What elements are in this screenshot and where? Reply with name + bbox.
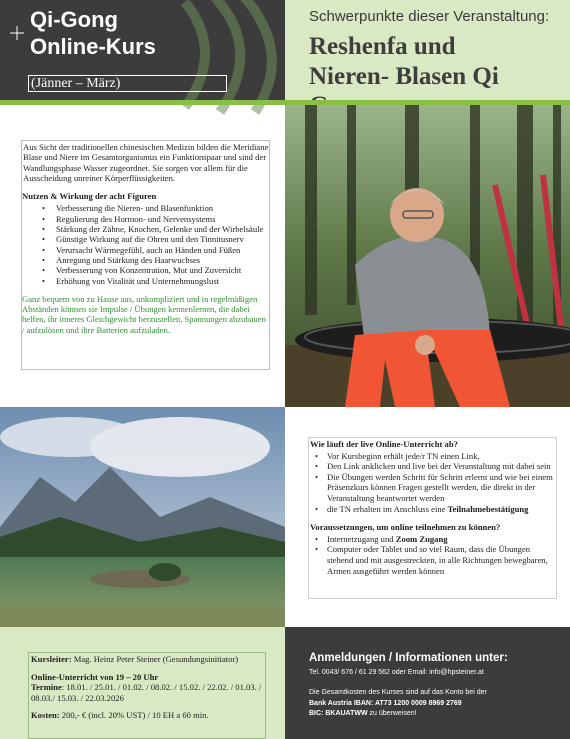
list-item: • Den Link anklicken und live bei der Veranstaltung mit dabei sein [313,461,556,472]
leader-line [31,654,265,665]
online-course-info-box [308,437,557,599]
payment-text: Die Gesamtkosten des Kurses sind auf das Konto bei der [309,689,487,696]
intro-paragraph: Aus Sicht der traditionellen chinesischen Medizin bilden die Meridiane Blase und Niere im Gesamtorganismus ein Funktionspaar und sind der Wandlungsphase Wasser zugeordnet. Sie sorgen vor allem für die Ausscheidung unreiner Körperflüssigkeiten. [23,142,269,183]
bic-line [309,709,564,720]
requirements-heading: Voraussetzungen, um online teilnehmen zu können? [310,522,501,533]
instructor-photo [285,105,570,407]
list-item-text: die TN erhalten im Anschluss eine [327,503,448,514]
closing-paragraph: Ganz bequem von zu Hause aus, unkompliziert und in regelmäßigen Abständen können sie Impulse / Übungen kennenlernen, die dabei helfen, ihr inneres Gleichgewicht herzustellen, Spannungen abzubauen / aufzulösen und ihre Batterien aufzuladen. [22,293,266,335]
course-title-line1: Qi-Gong [30,7,118,32]
list-item: • Verursacht Wärmegefühl, auch an Händen und Füßen [42,245,269,255]
course-period: (Jänner – März) [28,75,227,92]
zoom-label: Zoom Zugang [395,533,448,544]
how-heading: Wie läuft der live Online-Unterricht ab? [310,439,458,449]
cost-label: Kosten: [31,710,60,721]
benefits-list [42,203,269,285]
info-text-box [21,140,270,370]
cost-value: 200,- € (incl. 20% UST) / 10 EH a 60 min. [59,710,209,721]
lotus-leaf-decoration [165,0,295,112]
header-right-panel [285,0,570,103]
iban-text: Bank Austria IBAN: AT73 1200 0009 8969 2769 [309,699,462,707]
list-item: • Vor Kursbeginn erhält jede/r TN einen Link, [313,451,556,462]
dates-label: Termine [31,682,62,693]
focus-title-line2: Nieren- Blasen Qi [309,63,499,90]
crosshair-icon [10,26,24,40]
cost-line [31,710,265,721]
course-time [31,672,265,683]
list-item: • Verbesserung von Konzentration, Mut und Zuversicht [42,265,269,275]
dates-line [31,682,265,703]
list-item-text: Internetzugang und [327,533,396,544]
contact-line[interactable]: Tel. 0043/ 676 / 61 29 562 oder Email: info@hpsteiner.at [309,669,484,676]
focus-subtitle: Schwerpunkte dieser Veranstaltung: [309,8,550,25]
registration-panel [285,627,570,739]
course-title [30,6,156,60]
list-item: • Regulierung des Hormon- und Nervensystems [42,214,269,224]
course-title-line2: Online-Kurs [30,34,156,59]
how-list [313,451,556,515]
payment-info [309,688,564,720]
instructor-photo-illustration [285,105,570,407]
header-left-panel [0,0,285,103]
list-item: • Erhöhung von Vitalität und Unternehmungslust [42,276,269,286]
list-item: • Verbesserung die Nieren- und Blasenfunktion [42,203,269,213]
dates-value: : 18.01. / 25.01. / 01.02. / 08.02. / 15.02. / 22.02. / 01.03. / 08.03./ 15.03. / 22.03.2026 [31,682,262,703]
list-item: • Anregung und Stärkung des Haarwuchses [42,255,269,265]
list-item: • Stärkung der Zähne, Knochen, Gelenke und der Wirbelsäule [42,224,269,234]
certificate-label: Teilnahmebestätigung [447,503,529,514]
bic-label: BIC: BKAUATWW [309,710,368,717]
registration-title: Anmeldungen / Informationen unter: [309,652,508,664]
list-item [313,504,556,515]
list-item: • Günstige Wirkung auf die Ohren und den Tinnitusnerv [42,234,269,244]
focus-title [309,32,499,92]
focus-title-line1: Reshenfa und [309,33,456,60]
list-item [313,534,556,545]
benefits-heading: Nutzen & Wirkung der acht Figuren [22,191,157,202]
mountain-lake-photo [0,407,285,627]
leader-label: Kursleiter: [31,654,72,664]
leader-value: Mag. Heinz Peter Steiner (Gesundungsinitiator) [71,654,239,664]
bank-iban [309,699,564,710]
bic-suffix: zu überweisen! [367,710,417,717]
list-item: • Die Übungen werden Schritt für Schritt erlernt und wie bei einem Präsenzkurs können Fragen gestellt werden, die direkt in der Veranstaltung beantwortet werden [313,472,556,504]
course-time-text: Online-Unterricht von 19 – 20 Uhr [31,671,159,682]
mountain-lake-illustration [0,407,285,627]
list-item: • Computer oder Tablet und so viel Raum, dass die Übungen stehend und mit ausgestreckten, in alle Richtungen bewegbaren, Armen ausgeführt werden können [313,544,556,576]
requirements-list [313,534,556,576]
course-details-box [28,652,266,739]
